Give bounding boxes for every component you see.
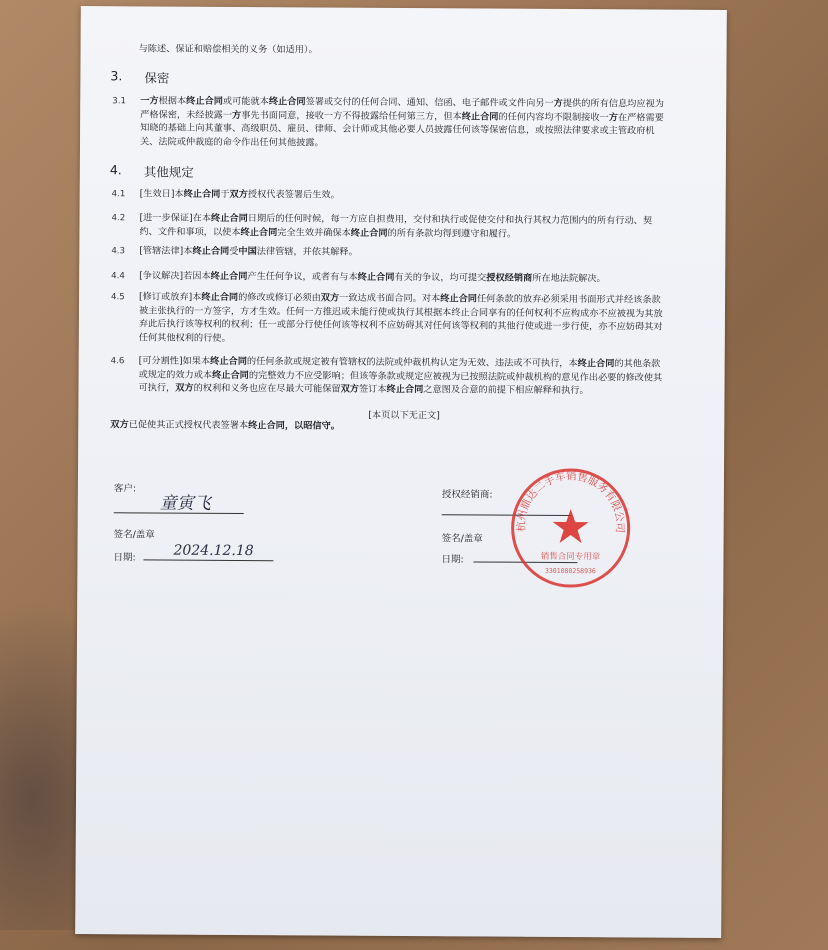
- seal-star-icon: [553, 509, 589, 543]
- customer-signature: 童寅飞: [159, 493, 211, 514]
- customer-date-value: 2024.12.18: [173, 542, 254, 560]
- section-3-title: 保密: [144, 70, 170, 86]
- dealer-date-label: 日期:: [441, 554, 464, 566]
- seal-center-text: 销售合同专用章: [540, 551, 601, 563]
- company-seal-stamp: [507, 465, 634, 592]
- clause-3-1: 一方根据本终止合同或可能就本终止合同签署或交付的任何合同、通知、信函、电子邮件或文件向另一方提供的所有信息均应视为 严格保密，未经披露一方事先书面同意，接收一方不得披露给任何第三方，但本终止合同的任何内容均不限制接收一方在严格需要 知晓的基础上向其董事、高级职员、雇员、律师、会计师或其他必要人员披露任何该等保密信息，或按照法律要求或主管政府机 关、法院或仲裁庭的命令作出任何其他披露。: [139, 95, 664, 149]
- customer-date-label: 日期:: [113, 552, 136, 564]
- clause-4-2: [进一步保证]在本终止合同日期后的任何时候，每一方应自担费用，交付和执行或促使交付和执行其权力范围内的所有行动、契 约、文件和事项，以使本终止合同完全生效并确保本终止合同的所有条款均得到遵守和履行。: [139, 212, 653, 240]
- section-4-title: 其他规定: [143, 164, 194, 180]
- contract-page: [75, 6, 727, 938]
- clause-4-1: [生效日]本终止合同于双方授权代表签署后生效。: [139, 188, 340, 201]
- clause-4-1-number: 4.1: [111, 189, 126, 200]
- seal-code: 3301080258936: [544, 566, 596, 576]
- witness-line: 双方已促使其正式授权代表签署本终止合同，以昭信守。: [110, 419, 341, 432]
- dealer-sign-label: 签名/盖章: [441, 533, 483, 545]
- customer-date-line: [143, 559, 273, 561]
- clause-3-1-number: 3.1: [112, 96, 126, 107]
- clause-4-2-number: 4.2: [111, 213, 126, 224]
- customer-signature-line: [114, 512, 244, 514]
- clause-4-4: [争议解决]若因本终止合同产生任何争议，或者有与本终止合同有关的争议，均可提交授权经销商所在地法院解决。: [139, 270, 606, 285]
- dealer-label: 授权经销商:: [441, 489, 493, 501]
- continued-line: 与陈述、保证和赔偿相关的义务（如适用）。: [138, 43, 318, 56]
- clause-4-5-number: 4.5: [111, 292, 125, 303]
- blank-page-note: [本页以下无正文]: [368, 409, 440, 422]
- clause-4-3: [管辖法律]本终止合同受中国法律管辖，并依其解释。: [139, 245, 358, 258]
- section-4-number: 4.: [109, 162, 122, 178]
- clause-4-5: [修订或放弃]本终止合同的修改或修订必须由双方一致达成书面合同。对本终止合同任何条款的放弃必须采用书面形式并经该条款 被主张执行的一方签字，方才生效。任何一方推迟或未能行使或执行其根据本终止合同享有的任何权利不应构成亦不应被视为其放 弃此后执行该等权利的权利；任一或部分行使任何该等权利不应妨碍其对任何该等权利的其他行使或进一步行使，亦不应妨碍其对 任何其他权利的行使。: [138, 291, 663, 344]
- clause-4-3-number: 4.3: [111, 246, 126, 257]
- customer-sign-label: 签名/盖章: [113, 529, 155, 541]
- clause-4-6: [可分割性]如果本终止合同的任何条款或规定被有管辖权的法院或仲裁机构认定为无效、违法或不可执行，本终止合同的其他条款 或规定的效力或本终止合同的完整效力不应受影响；但该等条款或规定应被视为已按照法院或仲裁机构的意见作出必要的修改使其 可执行，双方的权利和义务也应在尽最大可能保留双方签订本终止合同之意图及合意的前提下相应解释和执行。: [138, 355, 663, 397]
- section-3-number: 3.: [110, 68, 123, 84]
- clause-4-4-number: 4.4: [111, 271, 125, 282]
- seal-ring-text: 杭州鼎达二手车销售服务有限公司: [515, 470, 626, 534]
- clause-4-6-number: 4.6: [110, 356, 125, 367]
- customer-label: 客户:: [113, 483, 137, 495]
